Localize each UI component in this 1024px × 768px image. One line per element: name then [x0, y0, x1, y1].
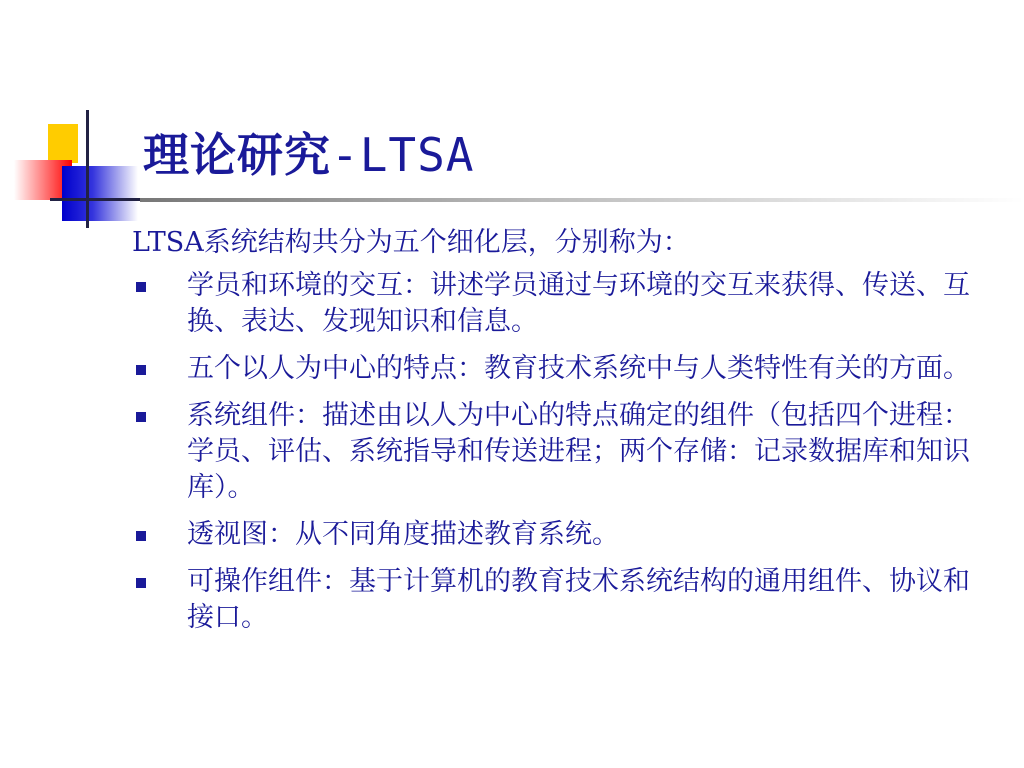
bullet-list	[132, 268, 992, 647]
bullet-square-icon	[136, 531, 146, 541]
slide-title	[143, 124, 474, 186]
slide-title-english: -LTSA	[331, 128, 475, 182]
decor-vertical-line	[86, 110, 89, 228]
bullet-square-icon	[136, 282, 146, 292]
title-underline	[140, 198, 1024, 202]
intro-text: LTSA系统结构共分为五个细化层，分别称为：	[132, 227, 690, 258]
bullet-item	[132, 268, 992, 340]
bullet-item	[132, 398, 992, 506]
slide-title-chinese: 理论研究	[143, 128, 331, 182]
bullet-square-icon	[136, 578, 146, 588]
bullet-square-icon	[136, 412, 146, 422]
decor-yellow-square	[48, 124, 78, 163]
bullet-square-icon	[136, 365, 146, 375]
bullet-text: 五个以人为中心的特点：教育技术系统中与人类特性有关的方面。	[187, 353, 970, 384]
bullet-item	[132, 564, 992, 636]
bullet-item	[132, 351, 992, 387]
bullet-text: 透视图：从不同角度描述教育系统。	[187, 519, 619, 550]
decor-horizontal-line	[50, 198, 140, 201]
decor-blue-square	[62, 166, 138, 221]
bullet-text: 可操作组件：基于计算机的教育技术系统结构的通用组件、协议和接口。	[187, 566, 970, 633]
bullet-text: 学员和环境的交互：讲述学员通过与环境的交互来获得、传送、互换、表达、发现知识和信息。	[187, 270, 970, 337]
bullet-item	[132, 517, 992, 553]
bullet-text: 系统组件：描述由以人为中心的特点确定的组件（包括四个进程：学员、评估、系统指导和传送进程；两个存储：记录数据库和知识库）。	[187, 400, 970, 503]
